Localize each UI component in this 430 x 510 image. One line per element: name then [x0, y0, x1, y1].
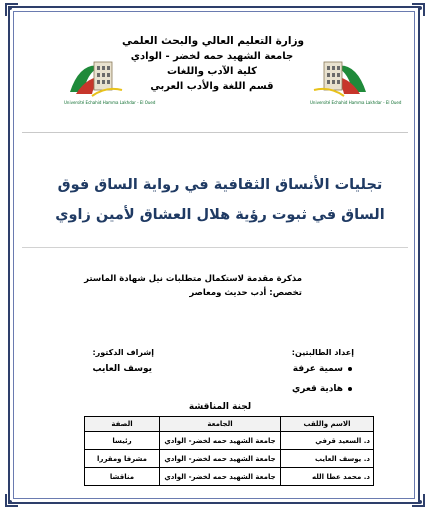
table-row	[85, 450, 374, 468]
committee-table-header	[85, 417, 374, 432]
member-role: مناقشا	[85, 468, 160, 486]
column-header-role: الصفة	[85, 417, 160, 432]
thesis-specialty: تخصص: أدب حديث ومعاصر	[189, 288, 302, 298]
student-2	[292, 384, 352, 394]
column-header-name: الاسم واللقب	[281, 417, 374, 432]
member-university: جامعة الشهيد حمه لخضر- الوادي	[160, 432, 281, 450]
member-name: د. محمد عطا الله	[281, 468, 374, 486]
committee-title: لجنة المناقشة	[188, 402, 252, 412]
department-name: قسم اللغة والأدب العربي	[150, 81, 274, 92]
member-role: رئيسا	[85, 432, 160, 450]
member-name: د. السعيد قرفي	[281, 432, 374, 450]
corner-ornament-bottom-right	[411, 493, 425, 507]
title-divider	[22, 247, 408, 248]
thesis-purpose-block	[84, 272, 302, 300]
committee-table	[84, 416, 374, 486]
student-2-name: هادية قعري	[291, 384, 343, 394]
table-row	[85, 468, 374, 486]
corner-ornament-top-right	[411, 3, 425, 17]
university-name: جامعة الشهيد حمه لخضر - الوادي	[130, 51, 294, 62]
supervision-label: إشراف الدكتور:	[92, 348, 154, 357]
corner-ornament-top-left	[5, 3, 19, 17]
logo-left-caption: Université Echahid Hamma Lakhdar - El Oued	[64, 100, 156, 105]
thesis-purpose: مذكرة مقدمة لاستكمال متطلبات نيل شهادة الماستر	[84, 274, 302, 284]
thesis-title-line-2: الساق في ثبوت رؤية هلال العشاق لأمين زاوي	[55, 207, 385, 223]
bullet-icon	[348, 367, 352, 371]
ministry-name: وزارة التعليم العالي والبحث العلمي	[122, 35, 305, 47]
university-logo-left	[66, 52, 124, 100]
table-row	[85, 432, 374, 450]
column-header-university: الجامعة	[160, 417, 281, 432]
supervisor-name: يوسف العايب	[92, 364, 152, 374]
member-role: مشرفا ومقررا	[85, 450, 160, 468]
member-university: جامعة الشهيد حمه لخضر- الوادي	[160, 468, 281, 486]
member-name: د. يوسف العايب	[281, 450, 374, 468]
member-university: جامعة الشهيد حمه لخضر- الوادي	[160, 450, 281, 468]
bullet-icon	[348, 387, 352, 391]
student-1	[293, 364, 352, 374]
institution-header	[122, 34, 305, 94]
logo-right-caption: Université Echahid Hamma Lakhdar - El Oued	[310, 100, 402, 105]
university-logo-right	[312, 52, 370, 100]
thesis-title	[50, 170, 390, 232]
header-divider	[22, 132, 408, 133]
student-1-name: سمية عرفة	[292, 364, 343, 374]
preparation-label: إعداد الطالبتين:	[291, 348, 354, 357]
faculty-name: كلية الآدب واللغات	[167, 66, 257, 77]
thesis-title-line-1: تجليات الأنساق الثقافية في رواية الساق فوق	[57, 177, 383, 193]
corner-ornament-bottom-left	[5, 493, 19, 507]
